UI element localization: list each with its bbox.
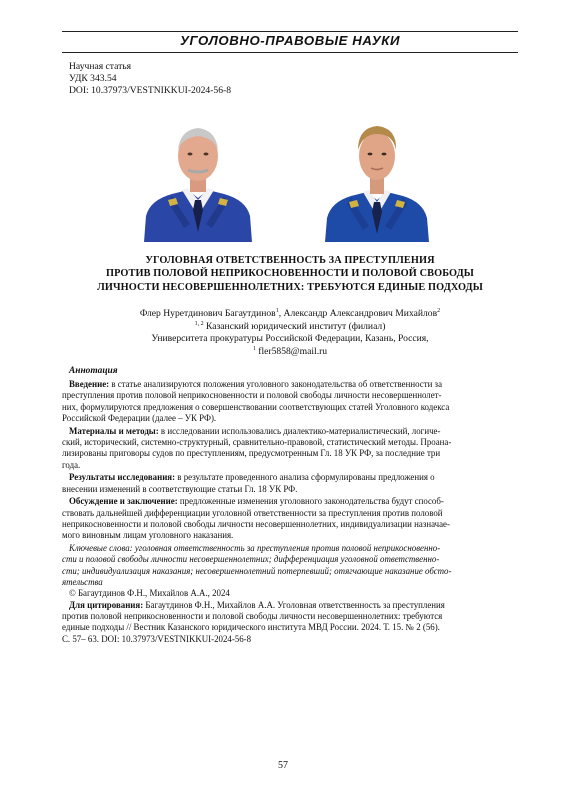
page-number: 57 bbox=[278, 760, 288, 771]
citation-text: Багаутдинов Ф.Н., Михайлов А.А. Уголовная ответственность за преступления bbox=[143, 599, 445, 610]
para-line: неприкосновенности и половой свободы личности несовершеннолетних, индивидуализации назначае- bbox=[62, 519, 450, 530]
results-paragraph bbox=[62, 472, 518, 495]
author-2-sup: 2 bbox=[437, 308, 441, 314]
affiliation-line-1 bbox=[62, 321, 518, 334]
intro-label: Введение: bbox=[69, 379, 110, 389]
author-photo-2 bbox=[317, 116, 437, 242]
para-line: сти и половой свободы личности несовершеннолетних; дифференциация уголовной ответственно- bbox=[62, 554, 440, 565]
article-title bbox=[62, 254, 518, 294]
discussion-text: предложенные изменения уголовного законодательства будут способ- bbox=[177, 496, 444, 507]
methods-paragraph bbox=[62, 426, 518, 471]
para-line bbox=[62, 600, 518, 611]
para-line: ский, исторический, системно-структурный, сравнительно-правовой, статистический методы. Проана- bbox=[62, 436, 452, 447]
udk-code: УДК 343.54 bbox=[69, 73, 117, 84]
email-address: fler5858@mail.ru bbox=[255, 345, 328, 357]
discussion-paragraph bbox=[62, 496, 518, 541]
results-label: Результаты исследования: bbox=[69, 472, 176, 483]
para-line: года. bbox=[62, 459, 81, 470]
author-2-name: Александр Александрович Михайлов bbox=[283, 308, 438, 319]
para-line: Российской Федерации (далее – УК РФ). bbox=[62, 412, 217, 423]
para-line: лизированы приговоры судов по преступлениям, предусмотренным Гл. 18 УК РФ, за последние три bbox=[62, 448, 441, 459]
annotation-body bbox=[62, 379, 518, 645]
affiliation-text-1: Казанский юридический институт (филиал) bbox=[203, 320, 386, 332]
author-separator: , bbox=[278, 308, 284, 319]
intro-paragraph bbox=[62, 379, 518, 424]
affiliation-line-2: Университета прокуратуры Российской Федерации, Казань, Россия, bbox=[151, 333, 429, 345]
para-line: С. 57– 63. DOI: 10.37973/VESTNIKKUI-2024-56-8 bbox=[62, 633, 252, 644]
copyright-line: © Багаутдинов Ф.Н., Михайлов А.А., 2024 bbox=[69, 588, 230, 599]
methods-label: Материалы и методы: bbox=[69, 425, 159, 436]
para-line: ствовать дальнейшей дифференциации уголовной ответственности за преступления против половой bbox=[62, 507, 443, 518]
para-line: Ключевые слова: уголовная ответственность за преступления против половой неприкосновенно- bbox=[69, 543, 441, 554]
header-rule-top bbox=[62, 31, 518, 32]
article-meta bbox=[69, 61, 231, 97]
citation-paragraph bbox=[62, 600, 518, 645]
copyright-paragraph bbox=[62, 588, 518, 599]
para-line: сти; индивидуализация наказания; несовершеннолетний потерпевший; отягчающие наказание обсто- bbox=[62, 565, 452, 576]
para-line: единые подходы // Вестник Казанского юридического института МВД России. 2024. Т. 15. № 2 (56). bbox=[62, 622, 440, 633]
doi: DOI: 10.37973/VESTNIKKUI-2024-56-8 bbox=[69, 85, 232, 96]
author-1-sup: 1 bbox=[275, 308, 279, 314]
keywords-paragraph bbox=[62, 543, 518, 588]
para-line: мого виновным лицам уголовного наказания. bbox=[62, 530, 234, 541]
email-line bbox=[62, 346, 518, 359]
title-line: УГОЛОВНАЯ ОТВЕТСТВЕННОСТЬ ЗА ПРЕСТУПЛЕНИЯ bbox=[145, 255, 435, 266]
para-line: ятельства bbox=[62, 577, 103, 588]
para-line bbox=[62, 472, 518, 483]
intro-text: в статье анализируются положения уголовного законодательства об ответственности за bbox=[109, 379, 443, 389]
results-text: в результате проведенного анализа сформулированы предложения о bbox=[175, 472, 435, 483]
author-1-name: Флер Нуретдинович Багаутдинов bbox=[139, 308, 276, 319]
title-line: ЛИЧНОСТИ НЕСОВЕРШЕННОЛЕТНИХ: ТРЕБУЮТСЯ ЕДИНЫЕ ПОДХОДЫ bbox=[97, 281, 483, 293]
author-block bbox=[62, 308, 518, 358]
para-line bbox=[62, 379, 518, 390]
email-sup: 1 bbox=[252, 345, 256, 352]
para-line bbox=[62, 496, 518, 507]
discussion-label: Обсуждение и заключение: bbox=[69, 496, 178, 507]
section-title: УГОЛОВНО-ПРАВОВЫЕ НАУКИ bbox=[179, 33, 401, 48]
author-names bbox=[62, 308, 518, 321]
citation-label: Для цитирования: bbox=[69, 599, 144, 610]
para-line: преступления против половой неприкосновенности и половой свободы личности несовершеннолет- bbox=[62, 390, 442, 401]
affiliation-sup: 1, 2 bbox=[194, 320, 204, 327]
methods-text: в исследовании использовались диалектико-материалистический, логиче- bbox=[158, 425, 441, 436]
title-line: ПРОТИВ ПОЛОВОЙ НЕПРИКОСНОВЕННОСТИ И ПОЛОВОЙ СВОБОДЫ bbox=[105, 268, 475, 280]
para-line bbox=[62, 426, 518, 437]
header-rule-bottom bbox=[62, 52, 518, 53]
para-line: против половой неприкосновенности и половой свободы личности несовершеннолетних: требуются bbox=[62, 610, 443, 621]
article-type: Научная статья bbox=[69, 61, 132, 72]
para-line: них, формулируются предложения о совершенствовании соответствующих статей Уголовного кодекса bbox=[62, 401, 450, 412]
para-line: внесении изменений в соответствующие статьи Гл. 18 УК РФ. bbox=[62, 483, 298, 494]
author-photo-1 bbox=[138, 116, 258, 242]
annotation-heading: Аннотация bbox=[69, 366, 118, 376]
